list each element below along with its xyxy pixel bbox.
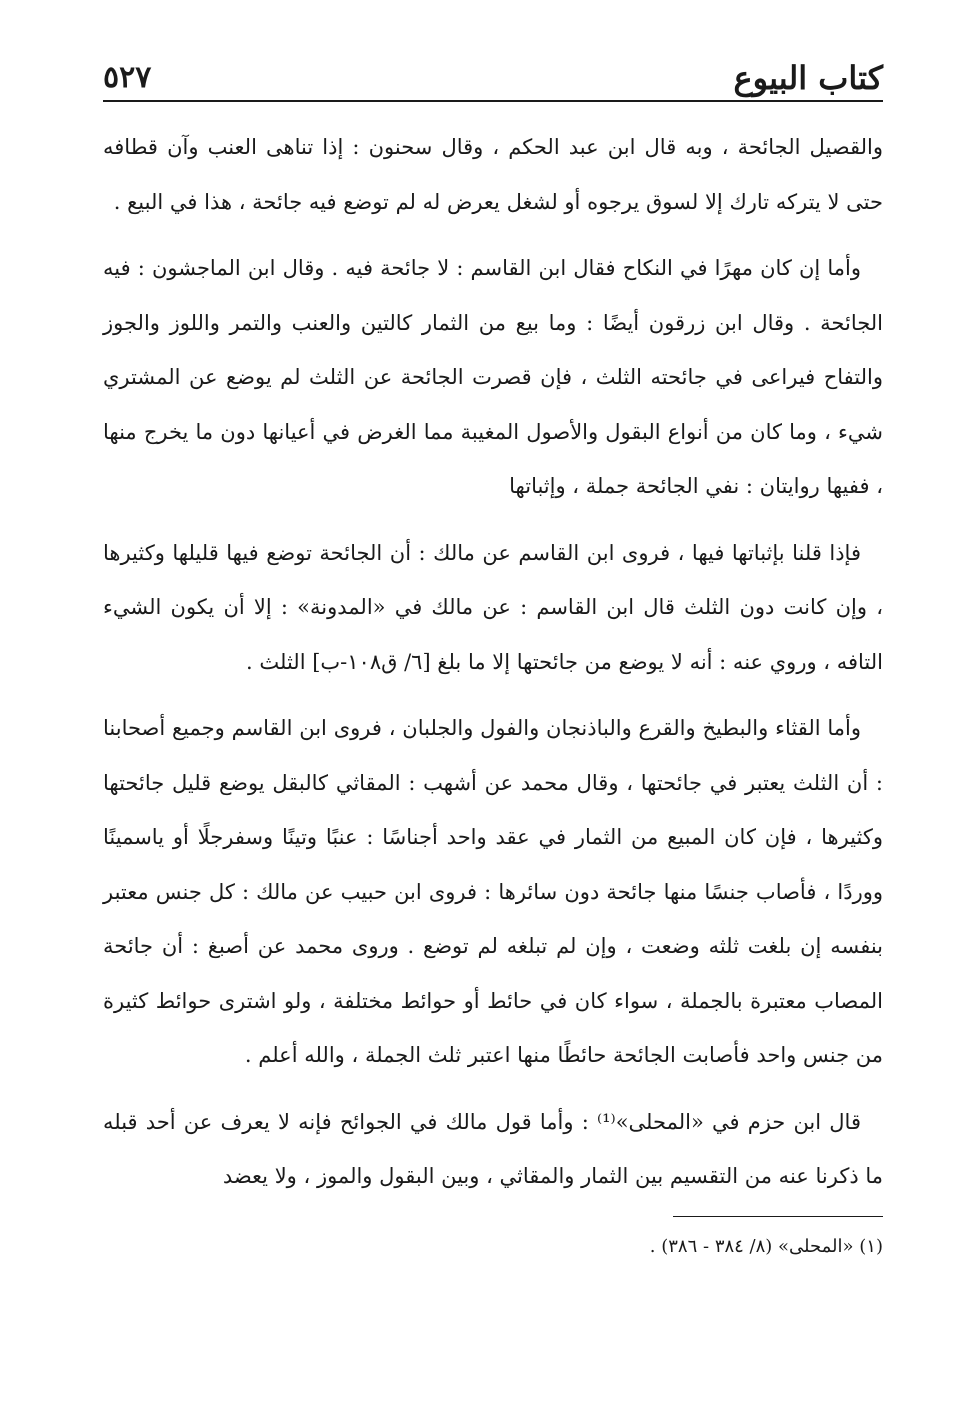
footnote-separator	[673, 1216, 883, 1217]
running-title: كتاب البيوع	[733, 59, 883, 97]
page-body	[103, 120, 883, 1204]
page-header	[103, 52, 883, 104]
paragraph: وأما القثاء والبطيخ والقرع والباذنجان والفول والجلبان ، فروى ابن القاسم وجميع أصحابنا : أن الثلث يعتبر في جائحتها ، وقال محمد عن أشهب : المقاثي كالبقل يوضع قليل جائحتها وكثيرها ، فإن كان المبيع من الثمار في عقد واحد أجناسًا : عنبًا وتينًا وسفرجلًا أو ياسمينًا ووردًا ، فأصاب جنسًا منها جائحة دون سائرها : فروى ابن حبيب عن مالك : كل جنس معتبر بنفسه إن بلغت ثلثه وضعت ، وإن لم تبلغه لم توضع . وروى محمد عن أصبغ : أن جائحة المصاب معتبرة بالجملة ، سواء كان في حائط أو حوائط مختلفة ، ولو اشترى حوائط كثيرة من جنس واحد فأصابت الجائحة حائطًا منها اعتبر ثلث الجملة ، والله أعلم .	[103, 716, 883, 1067]
paragraph: قال ابن حزم في «المحلى»⁽¹⁾ : وأما قول مالك في الجوائح فإنه لا يعرف عن أحد قبله ما ذكرنا عنه من التقسيم بين الثمار والمقاثي ، وبين البقول والموز ، ولا يعضد	[103, 1109, 883, 1188]
page-number: ٥٢٧	[103, 60, 152, 95]
book-page	[103, 52, 883, 1261]
paragraph: فإذا قلنا بإثباتها فيها ، فروى ابن القاسم عن مالك : أن الجائحة توضع فيها قليلها وكثيرها ، وإن كانت دون الثلث قال ابن القاسم : عن مالك في «المدونة» : إلا أن يكون الشيء التافه ، وروي عنه : أنه لا يوضع من جائحتها إلا ما بلغ [٦/ ق١٠٨-ب] الثلث .	[103, 540, 883, 674]
paragraph: والقصيل الجائحة ، وبه قال ابن عبد الحكم ، وقال سحنون : إذا تناهى العنب وآن قطافه حتى لا يتركه تارك إلا لسوق يرجوه أو لشغل يعرض له لم توضع فيه جائحة ، هذا في البيع .	[103, 135, 883, 214]
footnote: (١) «المحلى» (٨/ ٣٨٤ - ٣٨٦) .	[649, 1235, 883, 1257]
paragraph: وأما إن كان مهرًا في النكاح فقال ابن القاسم : لا جائحة فيه . وقال ابن الماجشون : فيه الجائحة . وقال ابن زرقون أيضًا : وما بيع من الثمار كالتين والعنب والتمر واللوز والجوز والتفاح فيراعى في جائحته الثلث ، فإن قصرت الجائحة عن الثلث لم يوضع عن المشتري شيء ، وما كان من أنواع البقول والأصول المغيبة مما الغرض في أعيانها دون ما يخرج منها ، ففيها روايتان : نفي الجائحة جملة ، وإثباتها	[103, 256, 883, 498]
header-rule	[103, 100, 883, 102]
